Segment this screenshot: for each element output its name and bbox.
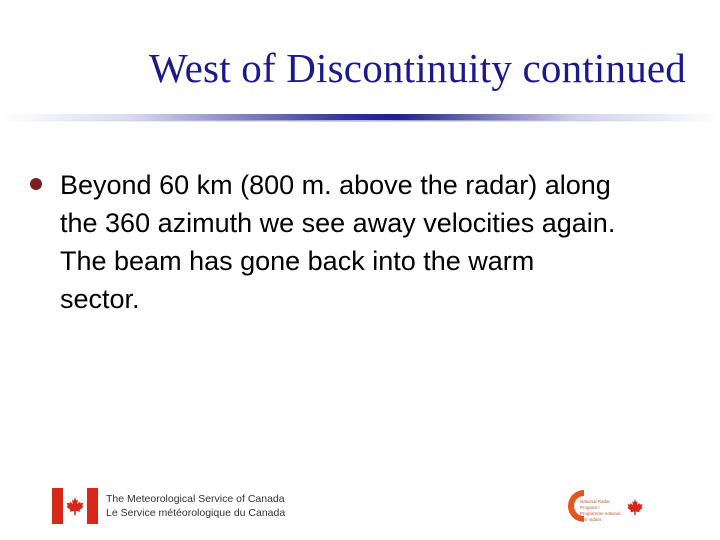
canada-flag-icon	[52, 488, 98, 524]
radar-program-logo	[566, 488, 656, 524]
title-divider-highlight	[0, 120, 720, 122]
maple-leaf-small-icon	[626, 498, 644, 516]
msc-wordmark	[106, 492, 285, 520]
msc-footer-logo	[52, 488, 285, 524]
list-item	[30, 166, 690, 318]
msc-name-fr: Le Service météorologique du Canada	[106, 507, 286, 519]
radar-program-label: National Radar Program / Programme national des radars	[580, 499, 621, 522]
msc-name-en: The Meteorological Service of Canada	[106, 493, 285, 505]
bullet-icon	[30, 178, 42, 190]
bullet-text: Beyond 60 km (800 m. above the radar) along the 360 azimuth we see away velocities again. The beam has gone back into the warm sector.	[60, 170, 616, 314]
maple-leaf-icon	[65, 496, 85, 516]
slide-title: West of Discontinuity continued	[149, 45, 686, 91]
bullet-list	[30, 166, 690, 318]
